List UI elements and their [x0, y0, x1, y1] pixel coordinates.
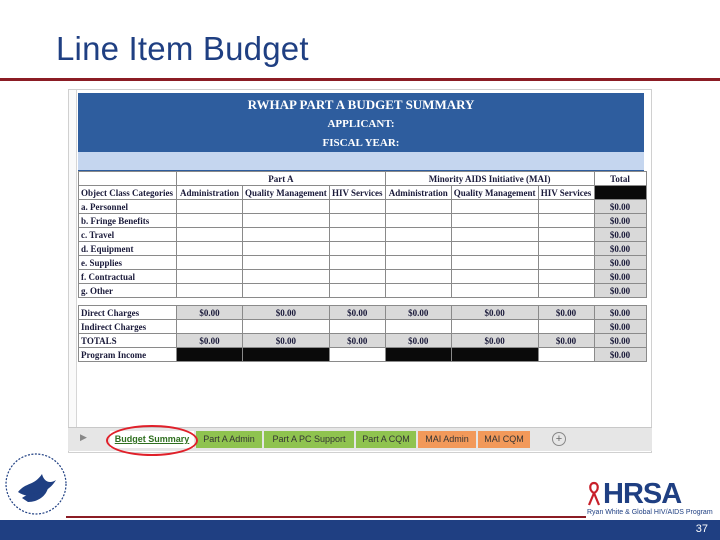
row-total: $0.00: [594, 284, 646, 298]
budget-table: [78, 171, 647, 362]
cell[interactable]: [243, 228, 330, 242]
cell[interactable]: [243, 214, 330, 228]
banner-fiscal-year: FISCAL YEAR:: [322, 137, 400, 149]
col-admin: Administration: [177, 186, 243, 200]
cell[interactable]: [451, 256, 538, 270]
cell[interactable]: [538, 320, 594, 334]
col-hiv-services: HIV Services: [329, 186, 385, 200]
cell[interactable]: [385, 320, 451, 334]
totals-mai-admin: $0.00: [385, 334, 451, 348]
cell[interactable]: [538, 270, 594, 284]
cell[interactable]: [177, 284, 243, 298]
tab-mai-cqm[interactable]: MAI CQM: [478, 431, 530, 448]
add-sheet-icon[interactable]: +: [552, 432, 566, 446]
cell[interactable]: [329, 214, 385, 228]
totals-mai-qm: $0.00: [451, 334, 538, 348]
cell[interactable]: [451, 200, 538, 214]
cell[interactable]: [451, 270, 538, 284]
cell[interactable]: [329, 270, 385, 284]
group-part-a: Part A: [177, 172, 386, 186]
cell[interactable]: [451, 242, 538, 256]
direct-mai-qm: $0.00: [451, 306, 538, 320]
table-row: [79, 200, 647, 214]
cell[interactable]: [538, 284, 594, 298]
direct-qm: $0.00: [243, 306, 330, 320]
col-total-blank: [594, 186, 646, 200]
cell[interactable]: [329, 320, 385, 334]
cell[interactable]: [538, 256, 594, 270]
direct-mai-hiv: $0.00: [538, 306, 594, 320]
cell[interactable]: [177, 242, 243, 256]
totals-mai-hiv: $0.00: [538, 334, 594, 348]
direct-total: $0.00: [594, 306, 646, 320]
cell[interactable]: [329, 228, 385, 242]
cell[interactable]: [177, 320, 243, 334]
scroll-tabs-icon[interactable]: ▶: [80, 432, 87, 442]
cell[interactable]: [177, 228, 243, 242]
cell[interactable]: [385, 256, 451, 270]
row-label: a. Personnel: [79, 200, 177, 214]
slide-title: Line Item Budget: [56, 30, 309, 67]
direct-mai-admin: $0.00: [385, 306, 451, 320]
spacer-row: [79, 298, 647, 306]
col-mai-quality-management: Quality Management: [451, 186, 538, 200]
blocked-cell: [385, 348, 451, 362]
table-row: [79, 270, 647, 284]
program-income-total: $0.00: [594, 348, 646, 362]
cell[interactable]: [385, 200, 451, 214]
row-label: b. Fringe Benefits: [79, 214, 177, 228]
group-mai: Minority AIDS Initiative (MAI): [385, 172, 594, 186]
totals-admin: $0.00: [177, 334, 243, 348]
totals-hiv: $0.00: [329, 334, 385, 348]
blocked-cell: [177, 348, 243, 362]
red-ribbon-icon: [587, 481, 601, 507]
table-row: [79, 306, 647, 320]
totals-grand: $0.00: [594, 334, 646, 348]
table-row: [79, 334, 647, 348]
cell[interactable]: [329, 284, 385, 298]
cell[interactable]: [385, 284, 451, 298]
table-row: [79, 320, 647, 334]
group-total: Total: [594, 172, 646, 186]
blocked-cell: [243, 348, 330, 362]
direct-hiv: $0.00: [329, 306, 385, 320]
banner-band: [78, 152, 644, 170]
cell[interactable]: [177, 214, 243, 228]
tab-budget-summary[interactable]: Budget Summary: [110, 431, 194, 448]
spreadsheet-screenshot: [68, 89, 652, 453]
banner-applicant: APPLICANT:: [327, 118, 395, 130]
row-total: $0.00: [594, 228, 646, 242]
cell[interactable]: [538, 242, 594, 256]
banner-title: RWHAP PART A BUDGET SUMMARY: [247, 97, 475, 112]
cell[interactable]: [243, 320, 330, 334]
col-quality-management: Quality Management: [243, 186, 330, 200]
cell[interactable]: [329, 200, 385, 214]
blocked-cell: [451, 348, 538, 362]
title-divider: [0, 78, 720, 81]
header-blank-cell: [79, 172, 177, 186]
row-total: $0.00: [594, 214, 646, 228]
totals-label: TOTALS: [79, 334, 177, 348]
row-label: e. Supplies: [79, 256, 177, 270]
col-mai-hiv-services: HIV Services: [538, 186, 594, 200]
row-label: d. Equipment: [79, 242, 177, 256]
row-label: c. Travel: [79, 228, 177, 242]
tab-part-a-pc-support[interactable]: Part A PC Support: [264, 431, 354, 448]
cell[interactable]: [243, 270, 330, 284]
cell[interactable]: [451, 284, 538, 298]
totals-qm: $0.00: [243, 334, 330, 348]
table-row: [79, 284, 647, 298]
cell[interactable]: [538, 200, 594, 214]
program-income-label: Program Income: [79, 348, 177, 362]
cell[interactable]: [243, 256, 330, 270]
cell[interactable]: [243, 242, 330, 256]
indirect-charges-label: Indirect Charges: [79, 320, 177, 334]
cell[interactable]: [177, 200, 243, 214]
cell[interactable]: [329, 348, 385, 362]
footer-bar: [0, 520, 720, 540]
cell[interactable]: [385, 214, 451, 228]
cell[interactable]: [243, 284, 330, 298]
cell[interactable]: [385, 270, 451, 284]
tab-part-a-admin[interactable]: Part A Admin: [196, 431, 262, 448]
direct-charges-label: Direct Charges: [79, 306, 177, 320]
hhs-seal-icon: [4, 452, 68, 516]
cell[interactable]: [329, 256, 385, 270]
tab-part-a-cqm[interactable]: Part A CQM: [356, 431, 416, 448]
row-label: g. Other: [79, 284, 177, 298]
cell[interactable]: [451, 320, 538, 334]
row-total: $0.00: [594, 242, 646, 256]
row-total: $0.00: [594, 200, 646, 214]
cell[interactable]: [451, 228, 538, 242]
cell[interactable]: [243, 200, 330, 214]
cell[interactable]: [177, 256, 243, 270]
cell[interactable]: [538, 228, 594, 242]
row-total: $0.00: [594, 270, 646, 284]
cell[interactable]: [329, 242, 385, 256]
table-row: [79, 348, 647, 362]
cell[interactable]: [385, 242, 451, 256]
cell[interactable]: [538, 348, 594, 362]
cell[interactable]: [538, 214, 594, 228]
col-mai-admin: Administration: [385, 186, 451, 200]
direct-admin: $0.00: [177, 306, 243, 320]
table-row: [79, 242, 647, 256]
footer-divider: [66, 516, 586, 518]
hrsa-logo: [585, 478, 715, 520]
hrsa-wordmark: HRSA: [603, 478, 682, 510]
table-row: [79, 228, 647, 242]
slide-number: 37: [695, 523, 708, 535]
spacer-cell: [79, 298, 647, 306]
hrsa-subtitle: Ryan White & Global HIV/AIDS Program: [587, 509, 713, 516]
row-label: f. Contractual: [79, 270, 177, 284]
row-total: $0.00: [594, 256, 646, 270]
tab-mai-admin[interactable]: MAI Admin: [418, 431, 476, 448]
highlight-ellipse: [106, 425, 198, 456]
cell[interactable]: [177, 270, 243, 284]
cell[interactable]: [451, 214, 538, 228]
cell[interactable]: [385, 228, 451, 242]
col-object-class: Object Class Categories: [79, 186, 177, 200]
indirect-total: $0.00: [594, 320, 646, 334]
table-row: [79, 214, 647, 228]
row-gutter: [69, 90, 77, 430]
table-row: [79, 256, 647, 270]
